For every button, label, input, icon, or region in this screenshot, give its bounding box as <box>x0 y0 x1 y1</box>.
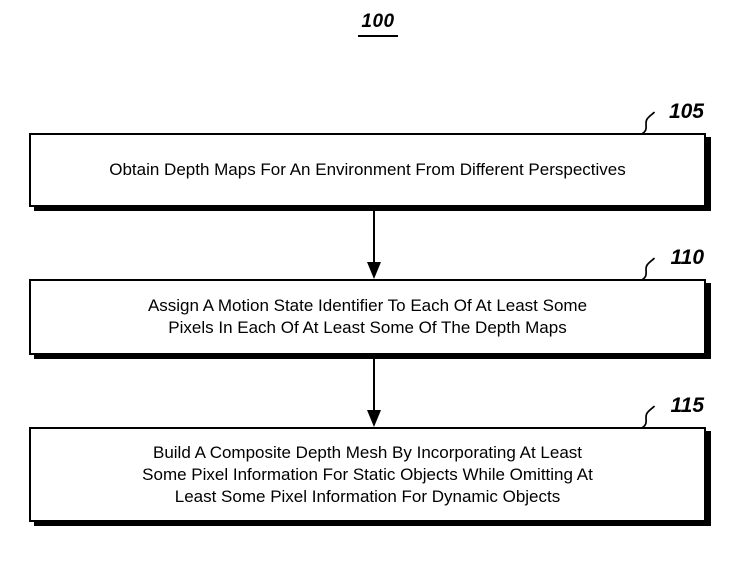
down-arrow-connector-1 <box>366 207 381 279</box>
arrow-shaft <box>373 355 375 412</box>
figure-number: 100 <box>358 11 397 37</box>
down-arrow-connector-2 <box>366 355 381 427</box>
arrow-head-icon <box>367 410 381 427</box>
ref-number: 110 <box>670 246 704 269</box>
flow-step-box-110 <box>29 279 706 355</box>
ref-callout-115 <box>640 395 706 427</box>
figure-title-container <box>0 11 746 37</box>
arrow-head-icon <box>367 262 381 279</box>
flow-step-text: Build A Composite Depth Mesh By Incorporating At Least <box>152 442 583 462</box>
flow-step-text: Assign A Motion State Identifier To Each Of At Least Some <box>147 296 588 315</box>
ref-callout-110 <box>640 247 706 279</box>
ref-callout-105 <box>640 101 706 133</box>
flow-step-text: Least Some Pixel Information For Dynamic Objects <box>174 486 561 506</box>
arrow-shaft <box>373 207 375 264</box>
leader-line-icon <box>640 256 655 280</box>
flow-step-text: Pixels In Each Of At Least Some Of The Depth Maps <box>168 318 567 337</box>
leader-line-icon <box>640 110 655 134</box>
leader-line-icon <box>640 404 655 428</box>
ref-number: 115 <box>670 394 704 417</box>
ref-number: 105 <box>668 100 704 123</box>
flow-step-text: Some Pixel Information For Static Objects While Omitting At <box>142 464 593 484</box>
flow-step-box-115 <box>29 427 706 522</box>
flow-step-box-105 <box>29 133 706 207</box>
flow-step-text: Obtain Depth Maps For An Environment From Different Perspectives <box>109 160 626 179</box>
